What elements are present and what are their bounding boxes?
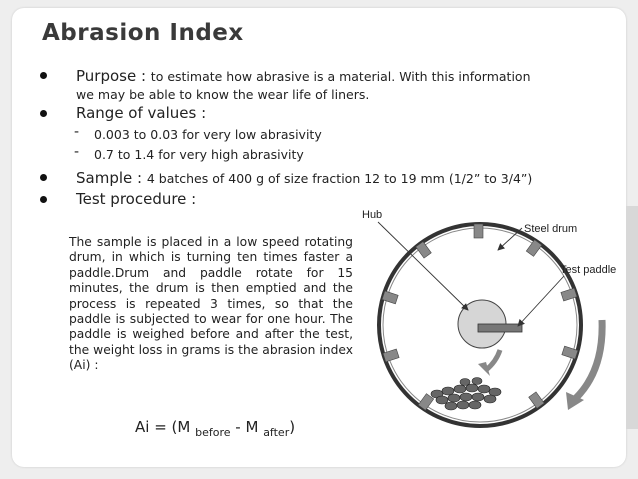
abrasion-index-formula xyxy=(135,418,296,439)
bullet-dot-icon xyxy=(40,174,47,181)
dash-icon: - xyxy=(74,144,80,160)
dash-icon: - xyxy=(74,124,80,140)
range-item-high: 0.7 to 1.4 for very high abrasivity xyxy=(94,147,304,162)
procedure-label: Test procedure : xyxy=(76,190,197,208)
steel-drum-leader-line xyxy=(498,228,522,250)
purpose-continuation: we may be able to know the wear life of liners. xyxy=(76,87,370,102)
sample-text: 4 batches of 400 g of size fraction 12 to 19 mm (1/2” to 3/4”) xyxy=(146,171,533,186)
formula-sub-after: after xyxy=(263,426,290,439)
steel-drum-label: Steel drum xyxy=(524,223,578,235)
bullet-dot-icon xyxy=(40,72,47,79)
procedure-paragraph: The sample is placed in a low speed rotating drum, in which is turning ten times faster a paddle.Drum and paddle rotate for 15 minutes, the drum is then emptied and the process is repeated 3 times, so that the paddle is subjected to wear for one hour. The paddle is weighed before and after the test, the weight loss in grams is the abrasion index (Ai) : xyxy=(69,235,353,373)
purpose-text: to estimate how abrasive is a material. With this information xyxy=(150,69,531,84)
sample-label: Sample : xyxy=(76,169,147,187)
formula-suffix: ) xyxy=(289,418,296,436)
purpose-label: Purpose : xyxy=(76,67,151,85)
abrasion-drum-diagram xyxy=(350,200,626,430)
sample-line xyxy=(76,168,532,187)
test-paddle-shape xyxy=(478,324,522,332)
bullet-dot-icon xyxy=(40,196,47,203)
page-title: Abrasion Index xyxy=(42,20,244,46)
paddle-rotation-arrow xyxy=(486,350,500,370)
range-item-low: 0.003 to 0.03 for very low abrasivity xyxy=(94,127,322,142)
slide-edge-tab xyxy=(626,206,638,429)
range-label: Range of values : xyxy=(76,104,207,122)
formula-prefix: Ai = (M xyxy=(135,418,196,436)
bullet-dot-icon xyxy=(40,110,47,117)
test-paddle-label: Test paddle xyxy=(560,264,617,276)
purpose-line xyxy=(76,66,531,85)
formula-mid: - M xyxy=(230,418,264,436)
rock-sample-pile xyxy=(431,378,501,411)
hub-label: Hub xyxy=(362,209,383,221)
test-paddle-leader-line xyxy=(518,276,564,326)
formula-sub-before: before xyxy=(195,426,231,439)
